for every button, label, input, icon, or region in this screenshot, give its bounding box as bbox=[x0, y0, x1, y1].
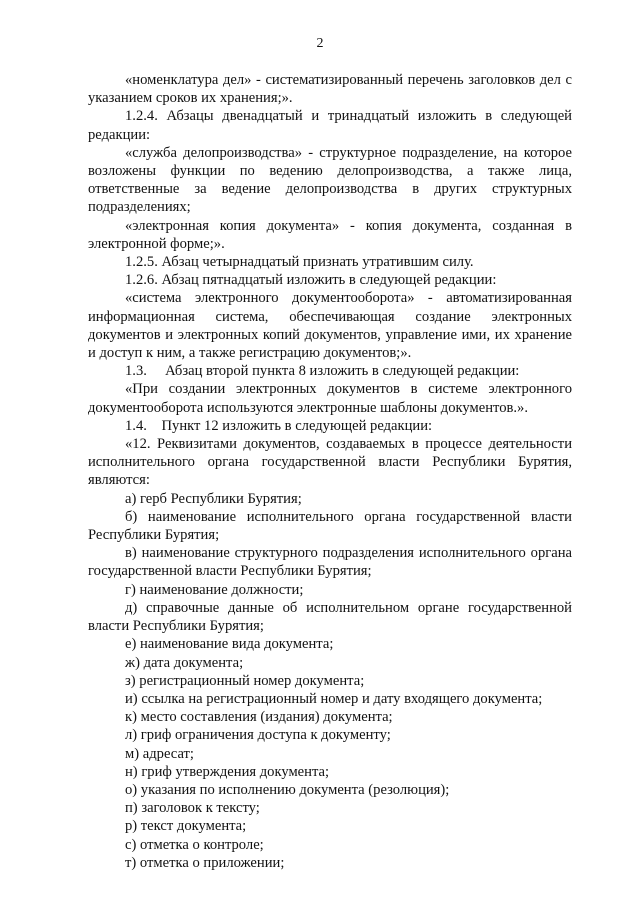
paragraph: «При создании электронных документов в системе электронного документооборота используются электронные шаблоны документов.». bbox=[88, 381, 572, 416]
list-item: л) гриф ограничения доступа к документу; bbox=[125, 727, 391, 744]
list-item: з) регистрационный номер документа; bbox=[125, 672, 365, 689]
paragraph: 1.4. Пункт 12 изложить в следующей редакции: bbox=[125, 417, 433, 434]
paragraph: «электронная копия документа» - копия документа, созданная в электронной форме;». bbox=[88, 217, 572, 252]
list-item: н) гриф утверждения документа; bbox=[125, 763, 330, 780]
paragraph: 1.3. Абзац второй пункта 8 изложить в следующей редакции: bbox=[125, 363, 520, 380]
paragraph: «номенклатура дел» - систематизированный перечень заголовков дел с указанием сроков их хранения;». bbox=[88, 72, 572, 107]
list-item: а) герб Республики Бурятия; bbox=[125, 490, 302, 507]
list-item: м) адресат; bbox=[125, 745, 194, 762]
paragraph: 1.2.6. Абзац пятнадцатый изложить в следующей редакции: bbox=[125, 272, 497, 289]
paragraph: 1.2.4. Абзацы двенадцатый и тринадцатый изложить в следующей редакции: bbox=[88, 108, 572, 143]
list-item: с) отметка о контроле; bbox=[125, 836, 264, 853]
list-item: в) наименование структурного подразделения исполнительного органа государственной власти Республики Бурятия; bbox=[88, 545, 572, 580]
paragraph: «12. Реквизитами документов, создаваемых в процессе деятельности исполнительного органа государственной власти Республики Бурятия, являются: bbox=[88, 436, 572, 489]
list-item: г) наименование должности; bbox=[125, 581, 304, 598]
document-body bbox=[88, 71, 572, 872]
paragraph: «служба делопроизводства» - структурное подразделение, на которое возложены функции по ведению делопроизводства, а также лица, ответственные за ведение делопроизводства в других структурных подразделениях; bbox=[88, 144, 572, 216]
paragraph: «система электронного документооборота» - автоматизированная информационная система, обеспечивающая создание электронных документов и электронных копий документов, управление ими, их хранение и доступ к ним, а также регистрацию документов;». bbox=[88, 290, 572, 362]
page-number: 2 bbox=[316, 36, 324, 51]
list-item: р) текст документа; bbox=[125, 818, 247, 835]
list-item: к) место составления (издания) документа; bbox=[125, 709, 393, 726]
list-item: е) наименование вида документа; bbox=[125, 636, 334, 653]
list-item: о) указания по исполнению документа (резолюция); bbox=[125, 781, 450, 798]
list-item: ж) дата документа; bbox=[125, 654, 244, 671]
list-item: т) отметка о приложении; bbox=[125, 854, 285, 871]
list-item: и) ссылка на регистрационный номер и дату входящего документа; bbox=[125, 690, 543, 707]
list-item: д) справочные данные об исполнительном органе государственной власти Республики Бурятия; bbox=[88, 599, 572, 635]
paragraph: 1.2.5. Абзац четырнадцатый признать утратившим силу. bbox=[125, 254, 474, 271]
list-item: б) наименование исполнительного органа государственной власти Республики Бурятия; bbox=[88, 508, 572, 544]
list-item: п) заголовок к тексту; bbox=[125, 800, 260, 817]
